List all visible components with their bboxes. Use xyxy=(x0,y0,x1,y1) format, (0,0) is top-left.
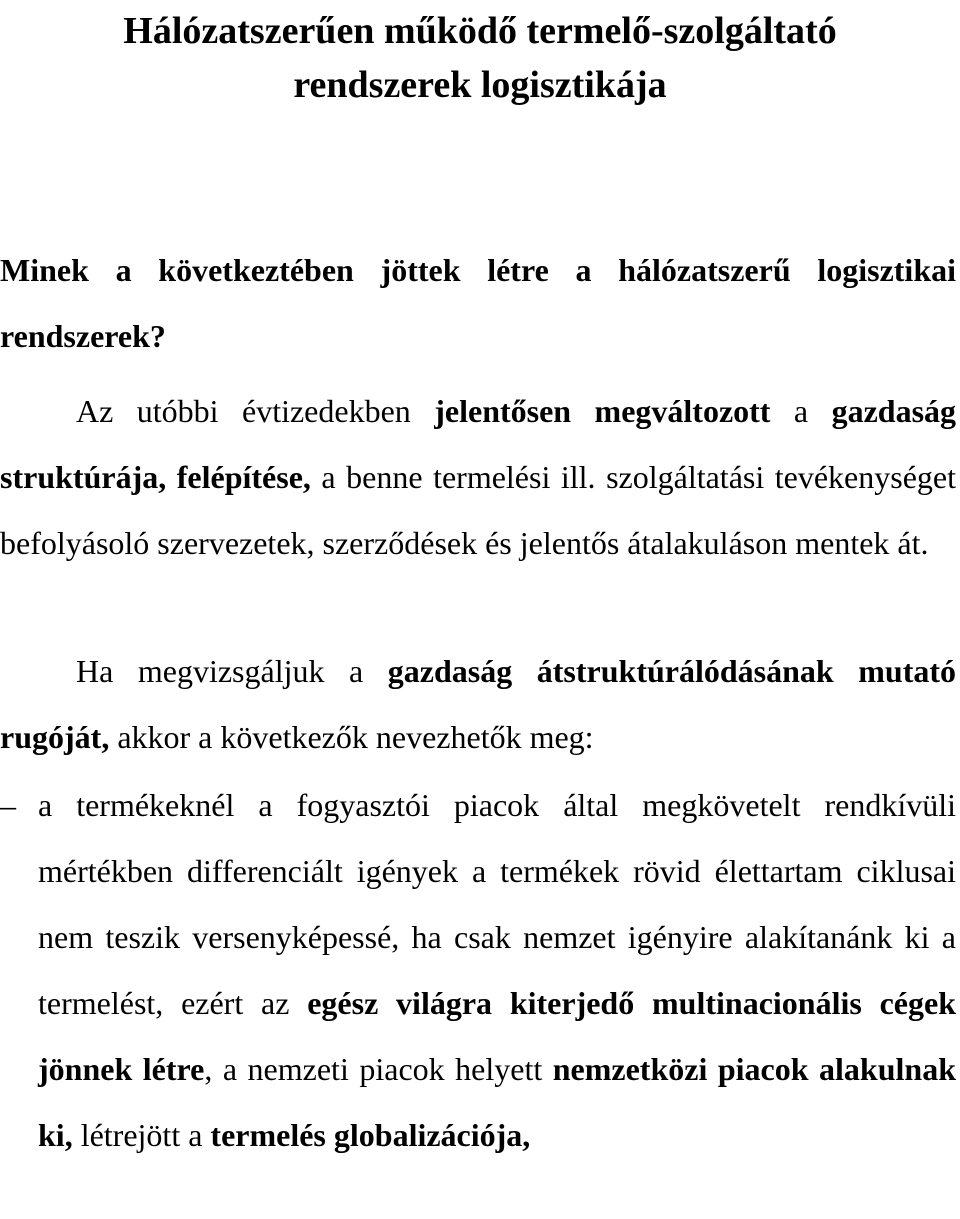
para1-text-3: a benne termelési ill. szolgáltatási tevékenységet befolyásoló szervezetek, szerződések és jelentős átalakuláson mentek át. xyxy=(0,459,957,561)
title-line-2: rendszerek logisztikája xyxy=(293,64,667,106)
title-line-1: Hálózatszerűen működő termelő-szolgáltató xyxy=(123,10,837,52)
bullet-text-3: létrejött a xyxy=(72,1117,211,1153)
bullet-item-globalization xyxy=(0,772,956,1168)
para2-text-1: Ha megvizsgáljuk a xyxy=(76,653,388,689)
question-heading: Minek a következtében jöttek létre a hálózatszerű logisztikai rendszerek? xyxy=(0,252,956,354)
para1-text-2: a xyxy=(770,393,832,429)
document-title xyxy=(0,4,960,112)
para1-text-1: Az utóbbi évtizedekben xyxy=(76,393,435,429)
para2-bold-1: gazdaság átstruktúrálódásának mutató rugóját, xyxy=(0,653,957,755)
bullet-bold-3: termelés globalizációja, xyxy=(210,1117,531,1153)
para2-text-2: akkor a következők nevezhetők meg: xyxy=(109,719,594,755)
para1-bold-2: gazdaság struktúrája, felépítése, xyxy=(0,393,957,495)
bullet-body xyxy=(38,772,956,1168)
bullet-dash: – xyxy=(0,787,16,823)
bullet-text-1: a termékeknél a fogyasztói piacok által megkövetelt rendkívüli mértékben differenciált igények a termékek rövid élettartam ciklusai nem teszik versenyképessé, ha csak nemzet igényire alakítanánk ki a termelést, ezért az xyxy=(38,787,956,1021)
bullet-bold-1: egész világra kiterjedő multinacionális cégek jönnek létre xyxy=(38,985,957,1087)
bullet-bold-2: nemzetközi piacok alakulnak ki, xyxy=(38,1051,957,1153)
paragraph-structure-change xyxy=(0,378,956,576)
para1-bold-1: jelentősen megváltozott xyxy=(434,393,771,429)
paragraph-restructuring xyxy=(0,638,956,770)
bullet-text-2: , a nemzeti piacok helyett xyxy=(204,1051,553,1087)
